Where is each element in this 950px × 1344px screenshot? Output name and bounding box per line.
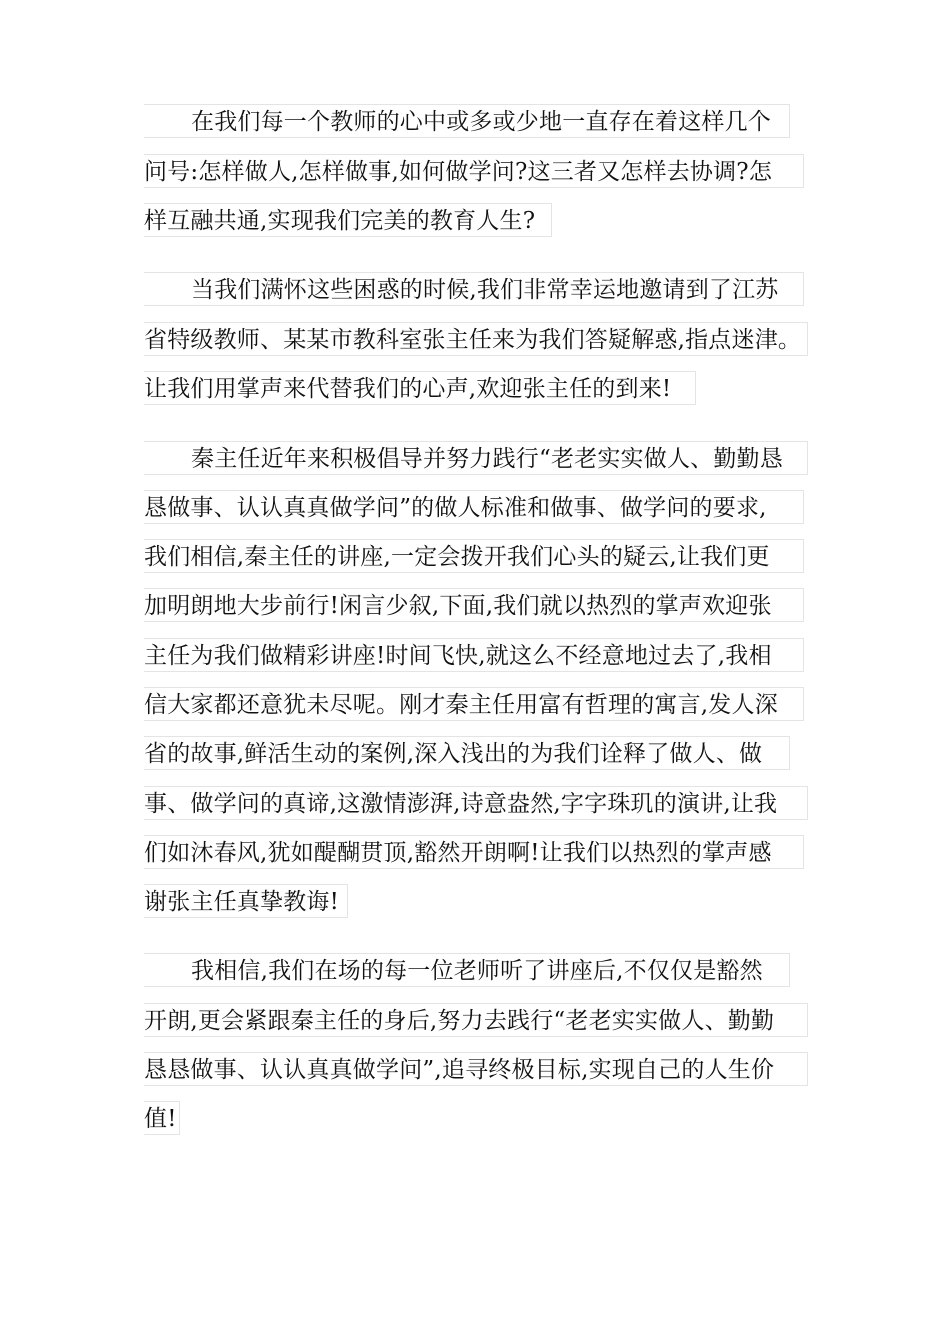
paragraph-2-line-3: 让我们用掌声来代替我们的心声,欢迎张主任的到来! xyxy=(144,371,696,405)
paragraph-2-line-2: 省特级教师、某某市教科室张主任来为我们答疑解惑,指点迷津。 xyxy=(144,322,808,356)
paragraph-4-line-2: 开朗,更会紧跟秦主任的身后,努力去践行“老老实实做人、勤勤 xyxy=(144,1003,808,1037)
paragraph-4-line-1: 我相信,我们在场的每一位老师听了讲座后,不仅仅是豁然 xyxy=(144,953,790,987)
paragraph-3-line-4: 加明朗地大步前行!闲言少叙,下面,我们就以热烈的掌声欢迎张 xyxy=(144,588,804,622)
paragraph-1-line-3: 样互融共通,实现我们完美的教育人生? xyxy=(144,203,552,237)
paragraph-3-line-2: 恳做事、认认真真做学问”的做人标准和做事、做学问的要求, xyxy=(144,490,804,524)
paragraph-2-line-1: 当我们满怀这些困惑的时候,我们非常幸运地邀请到了江苏 xyxy=(144,272,804,306)
paragraph-3-line-3: 我们相信,秦主任的讲座,一定会拨开我们心头的疑云,让我们更 xyxy=(144,539,804,573)
paragraph-3-line-7: 省的故事,鲜活生动的案例,深入浅出的为我们诠释了做人、做 xyxy=(144,736,790,770)
paragraph-3-line-10: 谢张主任真挚教诲! xyxy=(144,884,348,918)
paragraph-3-line-5: 主任为我们做精彩讲座!时间飞快,就这么不经意地过去了,我相 xyxy=(144,638,804,672)
paragraph-1-line-2: 问号:怎样做人,怎样做事,如何做学问?这三者又怎样去协调?怎 xyxy=(144,154,804,188)
paragraph-4-line-3: 恳恳做事、认认真真做学问”,追寻终极目标,实现自己的人生价 xyxy=(144,1052,808,1086)
paragraph-3-line-9: 们如沐春风,犹如醍醐贯顶,豁然开朗啊!让我们以热烈的掌声感 xyxy=(144,835,804,869)
paragraph-1-line-1: 在我们每一个教师的心中或多或少地一直存在着这样几个 xyxy=(144,104,790,138)
paragraph-3-line-8: 事、做学问的真谛,这激情澎湃,诗意盎然,字字珠玑的演讲,让我 xyxy=(144,786,808,820)
paragraph-4-line-4: 值! xyxy=(144,1101,180,1135)
paragraph-3-line-1: 秦主任近年来积极倡导并努力践行“老老实实做人、勤勤恳 xyxy=(144,441,808,475)
paragraph-3-line-6: 信大家都还意犹未尽呢。刚才秦主任用富有哲理的寓言,发人深 xyxy=(144,687,804,721)
